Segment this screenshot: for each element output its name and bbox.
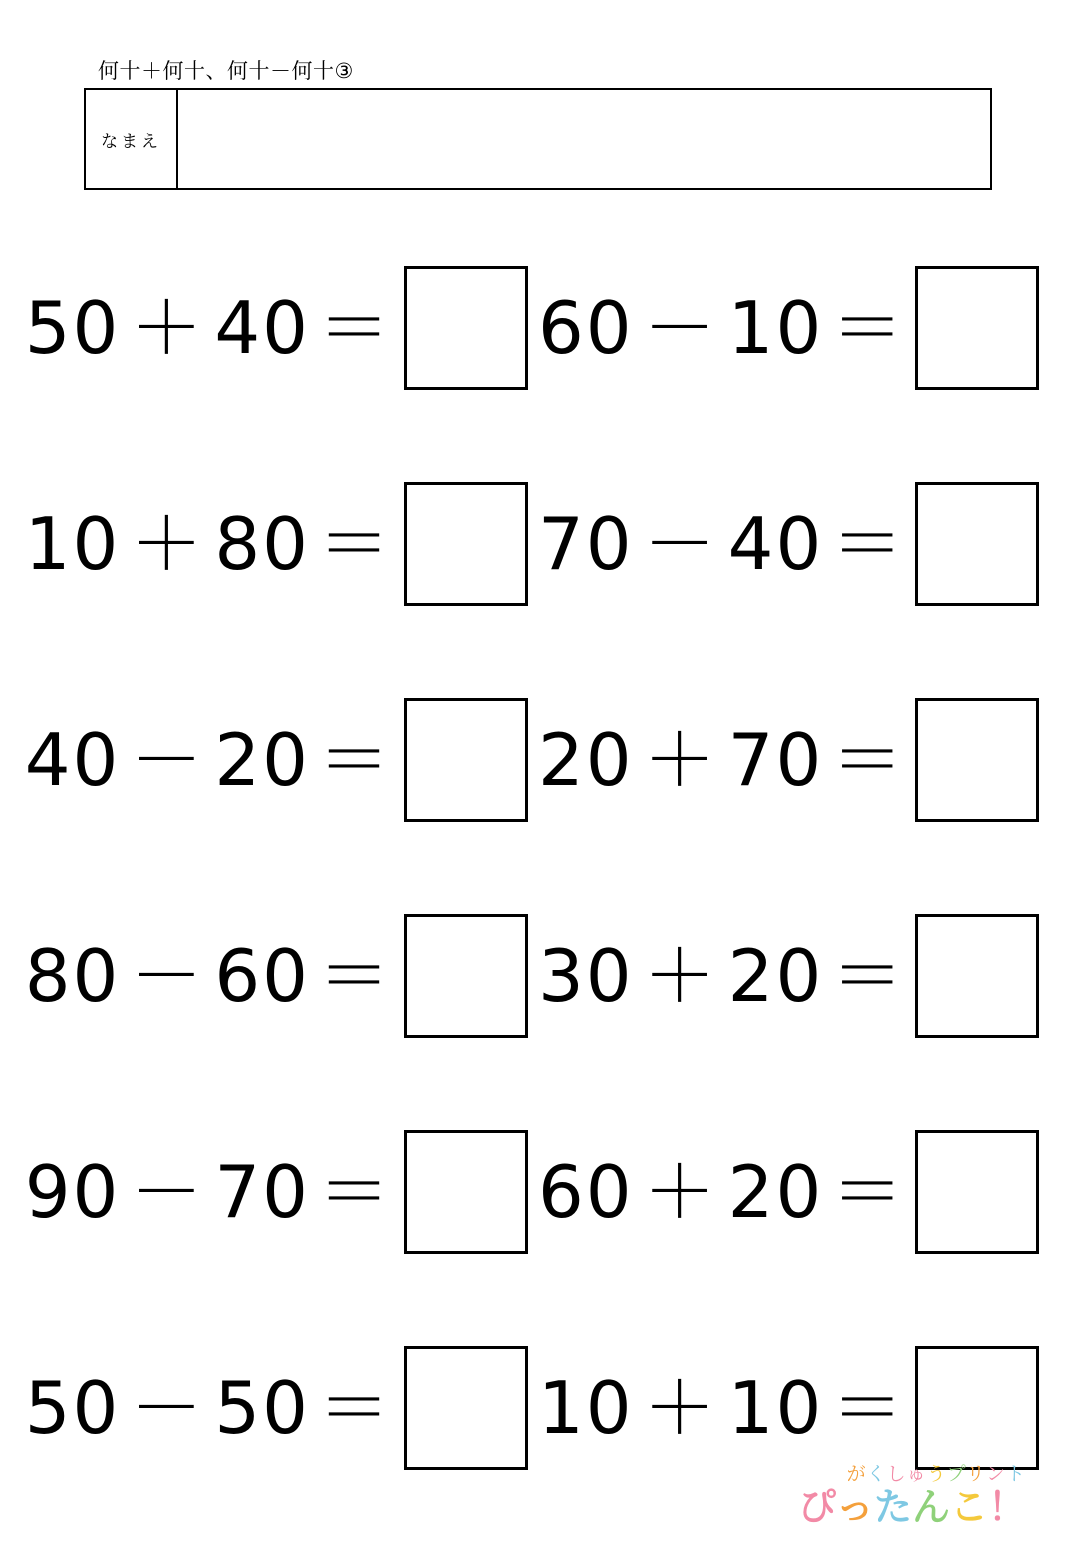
answer-box[interactable]	[404, 482, 528, 606]
answer-box[interactable]	[915, 266, 1039, 390]
problem-operand-a: 50	[24, 1366, 121, 1450]
logo-tagline: がくしゅうプリント	[846, 1463, 1026, 1485]
equals-sign: ＝	[831, 502, 906, 586]
problem-grid	[0, 220, 1080, 1516]
problem-operator: ＋	[643, 1150, 718, 1234]
answer-box[interactable]	[915, 914, 1039, 1038]
problem-operand-b: 20	[727, 1150, 824, 1234]
equals-sign: ＝	[831, 1150, 906, 1234]
problem-operator: ＋	[643, 934, 718, 1018]
problem-operand-b: 20	[214, 718, 310, 802]
equals-sign: ＝	[831, 934, 906, 1018]
answer-box[interactable]	[404, 1346, 528, 1470]
problem-4	[528, 482, 1080, 606]
name-input[interactable]	[178, 90, 990, 188]
problem-operator: ＋	[130, 502, 205, 586]
problem-operand-a: 50	[24, 286, 121, 370]
problem-operand-b: 10	[727, 286, 824, 370]
problem-7	[0, 914, 528, 1038]
problem-operator: －	[130, 1366, 205, 1450]
problem-operator: ＋	[643, 718, 718, 802]
problem-11	[0, 1346, 528, 1470]
problem-row	[0, 220, 1080, 436]
answer-box[interactable]	[404, 1130, 528, 1254]
problem-operand-a: 60	[538, 286, 634, 370]
problem-operator: －	[643, 502, 718, 586]
problem-row	[0, 1084, 1080, 1300]
problem-operand-a: 10	[24, 502, 121, 586]
problem-operand-b: 20	[727, 934, 824, 1018]
problem-operand-a: 40	[24, 718, 121, 802]
logo-name: ぴったんこ！	[797, 1485, 1026, 1529]
problem-operand-b: 70	[727, 718, 824, 802]
problem-5	[0, 698, 528, 822]
equals-sign: ＝	[831, 286, 906, 370]
answer-box[interactable]	[404, 698, 528, 822]
problem-9	[0, 1130, 528, 1254]
problem-row	[0, 868, 1080, 1084]
problem-operand-a: 70	[538, 502, 634, 586]
problem-operator: －	[130, 1150, 205, 1234]
problem-row	[0, 436, 1080, 652]
problem-operator: ＋	[130, 286, 205, 370]
problem-operand-b: 40	[214, 286, 310, 370]
problem-operand-a: 60	[538, 1150, 634, 1234]
problem-operand-b: 70	[214, 1150, 310, 1234]
answer-box[interactable]	[915, 482, 1039, 606]
problem-operand-a: 10	[538, 1366, 634, 1450]
equals-sign: ＝	[317, 286, 392, 370]
equals-sign: ＝	[317, 934, 392, 1018]
problem-operand-b: 50	[214, 1366, 310, 1450]
problem-3	[0, 482, 528, 606]
problem-operand-a: 20	[538, 718, 634, 802]
problem-8	[528, 914, 1080, 1038]
equals-sign: ＝	[831, 718, 906, 802]
answer-box[interactable]	[915, 1130, 1039, 1254]
name-label: なまえ	[86, 90, 178, 188]
equals-sign: ＝	[317, 1366, 392, 1450]
problem-6	[528, 698, 1080, 822]
site-logo	[797, 1463, 1026, 1529]
page-title: 何十＋何十、何十－何十③	[98, 59, 354, 83]
problem-operator: ＋	[643, 1366, 718, 1450]
problem-operand-b: 80	[214, 502, 310, 586]
problem-1	[0, 266, 528, 390]
equals-sign: ＝	[317, 502, 392, 586]
problem-operator: －	[130, 718, 205, 802]
problem-12	[528, 1346, 1080, 1470]
problem-operand-b: 60	[214, 934, 310, 1018]
answer-box[interactable]	[404, 914, 528, 1038]
problem-operand-a: 30	[538, 934, 634, 1018]
equals-sign: ＝	[831, 1366, 906, 1450]
problem-10	[528, 1130, 1080, 1254]
answer-box[interactable]	[915, 1346, 1039, 1470]
problem-operand-a: 80	[24, 934, 121, 1018]
problem-operator: －	[130, 934, 205, 1018]
problem-operand-b: 10	[727, 1366, 824, 1450]
problem-row	[0, 652, 1080, 868]
equals-sign: ＝	[317, 1150, 392, 1234]
answer-box[interactable]	[915, 698, 1039, 822]
name-box	[84, 88, 992, 190]
problem-operand-a: 90	[24, 1150, 121, 1234]
answer-box[interactable]	[404, 266, 528, 390]
problem-2	[528, 266, 1080, 390]
equals-sign: ＝	[317, 718, 392, 802]
problem-operand-b: 40	[727, 502, 824, 586]
problem-operator: －	[643, 286, 718, 370]
